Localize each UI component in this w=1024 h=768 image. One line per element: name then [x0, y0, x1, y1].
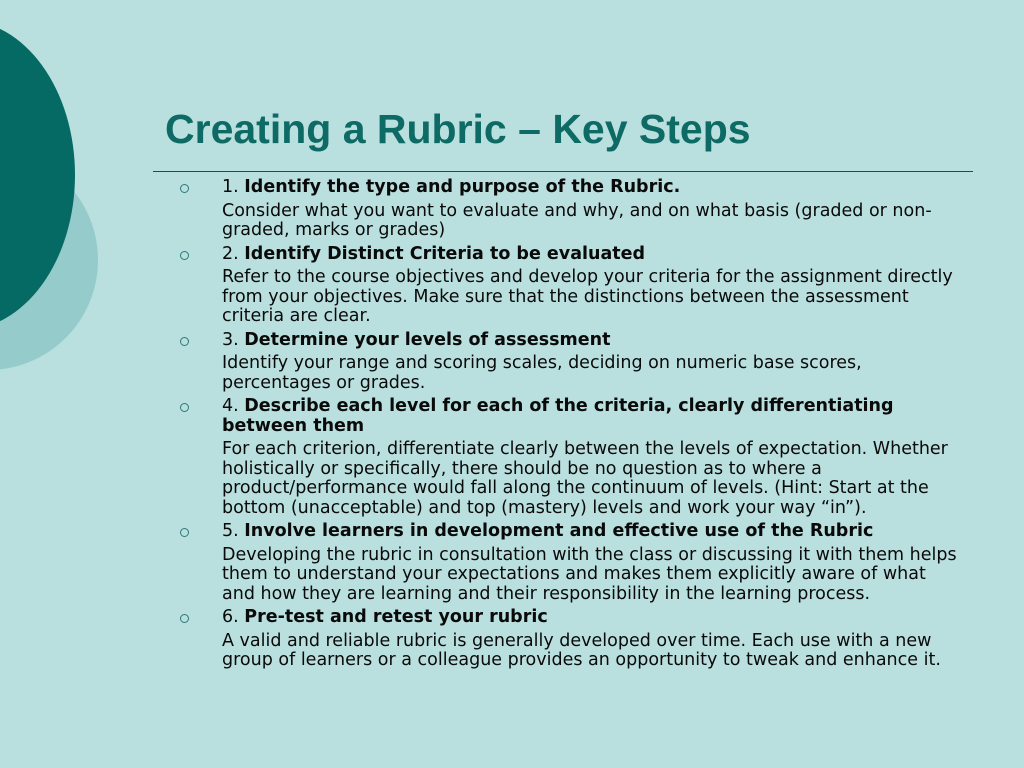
step-description: A valid and reliable rubric is generally developed over time. Each use with a new group of learners or a colleague provides an opportunity to tweak and enhance it. — [222, 630, 941, 670]
step-heading — [222, 522, 960, 542]
step-item — [180, 522, 960, 608]
slide-title: Creating a Rubric – Key Steps — [165, 106, 751, 152]
step-item — [180, 608, 960, 675]
step-heading — [222, 608, 960, 628]
step-number: 6. — [222, 607, 239, 627]
hollow-circle-bullet-icon — [180, 403, 189, 412]
steps-list — [180, 178, 960, 675]
title-divider — [153, 171, 973, 172]
step-description: Refer to the course objectives and develop your criteria for the assignment directly from your objectives. Make sure that the distinctions between the assessment criteria are clear. — [222, 267, 953, 326]
step-heading — [222, 331, 960, 351]
step-heading — [222, 397, 960, 436]
hollow-circle-bullet-icon — [180, 337, 189, 346]
step-description: For each criterion, differentiate clearly between the levels of expectation. Whether holistically or specifically, there should be no question as to where a product/performance would fall along the continuum of levels. (Hint: Start at the bottom (unacceptable) and top (mastery) levels and work your way “in”). — [222, 439, 948, 518]
step-title: Determine your levels of assessment — [244, 329, 611, 350]
step-item — [180, 245, 960, 331]
step-item — [180, 397, 960, 522]
step-heading — [222, 245, 960, 265]
step-title: Pre-test and retest your rubric — [244, 607, 548, 627]
step-number: 3. — [222, 329, 239, 350]
step-title: Identify Distinct Criteria to be evaluated — [244, 243, 646, 264]
step-number: 1. — [222, 177, 239, 197]
step-title: Describe each level for each of the criteria, clearly differentiating between them — [222, 396, 894, 436]
step-number: 2. — [222, 243, 239, 264]
step-title: Identify the type and purpose of the Rubric. — [244, 177, 681, 197]
step-heading — [222, 178, 960, 198]
hollow-circle-bullet-icon — [180, 614, 189, 623]
step-item — [180, 178, 960, 245]
hollow-circle-bullet-icon — [180, 528, 189, 537]
step-number: 4. — [222, 396, 239, 416]
hollow-circle-bullet-icon — [180, 251, 189, 260]
step-number: 5. — [222, 521, 239, 541]
step-item — [180, 331, 960, 398]
step-description: Identify your range and scoring scales, deciding on numeric base scores, percentages or grades. — [222, 353, 862, 393]
step-title: Involve learners in development and effective use of the Rubric — [244, 521, 874, 541]
step-description: Consider what you want to evaluate and why, and on what basis (graded or non-graded, marks or grades) — [222, 200, 932, 240]
step-description: Developing the rubric in consultation with the class or discussing it with them helps them to understand your expectations and makes them explicitly aware of what and how they are learning and their responsibility in the learning process. — [222, 544, 957, 604]
hollow-circle-bullet-icon — [180, 184, 189, 193]
